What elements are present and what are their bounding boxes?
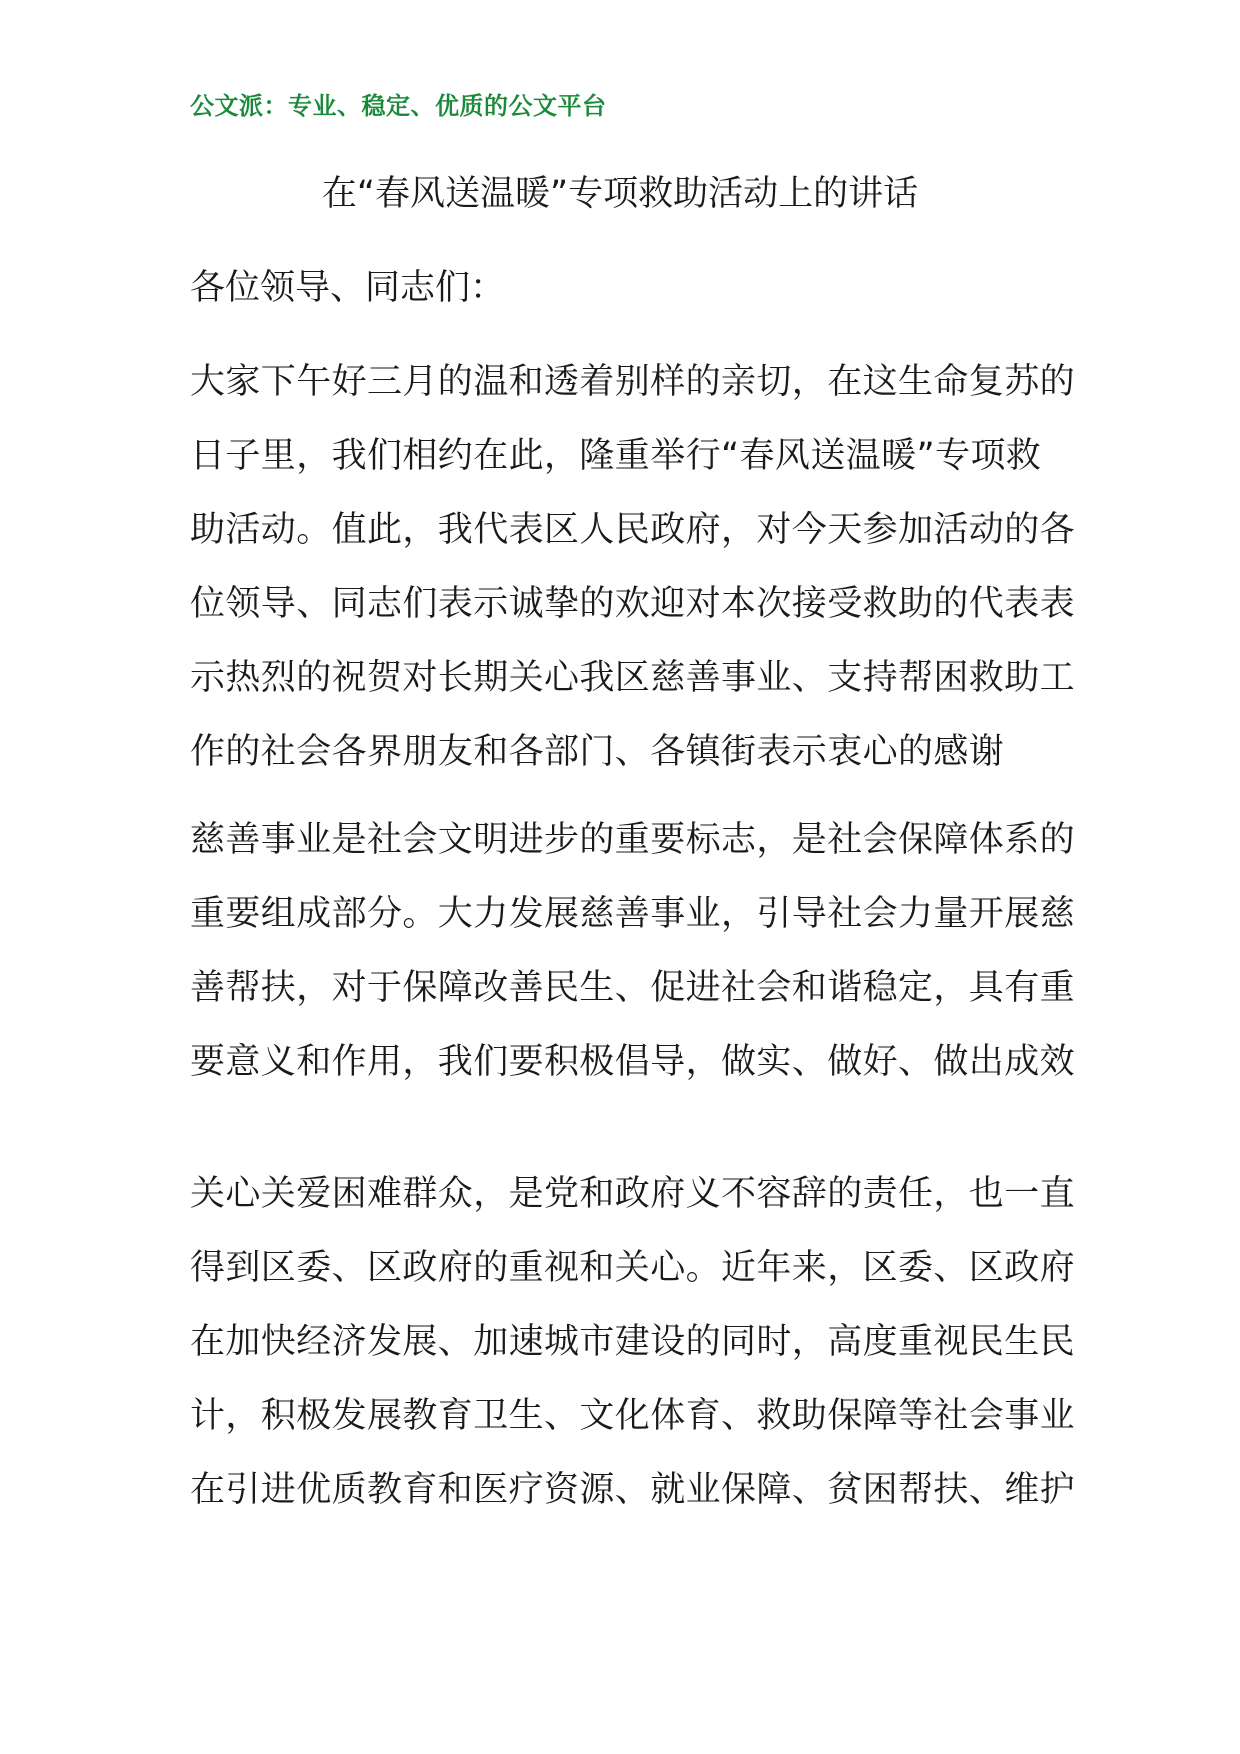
paragraph-1-line: 大家下午好三月的温和透着别样的亲切，在这生命复苏的 bbox=[190, 362, 1076, 402]
header-brand: 公文派：专业、稳定、优质的公文平台 bbox=[190, 92, 607, 120]
paragraph-1-line: 日子里，我们相约在此，隆重举行“春风送温暖”专项救 bbox=[190, 436, 1042, 476]
paragraph-3-line: 关心关爱困难群众，是党和政府义不容辞的责任，也一直 bbox=[190, 1174, 1076, 1214]
paragraph-2-line: 慈善事业是社会文明进步的重要标志，是社会保障体系的 bbox=[190, 820, 1076, 860]
paragraph-1-line: 作的社会各界朋友和各部门、各镇街表示衷心的感谢 bbox=[190, 732, 1005, 772]
salutation: 各位领导、同志们： bbox=[190, 268, 506, 308]
paragraph-1-line: 示热烈的祝贺对长期关心我区慈善事业、支持帮困救助工 bbox=[190, 658, 1076, 698]
paragraph-3-line: 计，积极发展教育卫生、文化体育、救助保障等社会事业 bbox=[190, 1396, 1076, 1436]
paragraph-2-line: 要意义和作用，我们要积极倡导，做实、做好、做出成效 bbox=[190, 1042, 1076, 1082]
paragraph-1-line: 位领导、同志们表示诚挚的欢迎对本次接受救助的代表表 bbox=[190, 584, 1076, 624]
paragraph-3-line: 在引进优质教育和医疗资源、就业保障、贫困帮扶、维护 bbox=[190, 1470, 1076, 1510]
paragraph-1-line: 助活动。值此，我代表区人民政府，对今天参加活动的各 bbox=[190, 510, 1076, 550]
paragraph-3-line: 在加快经济发展、加速城市建设的同时，高度重视民生民 bbox=[190, 1322, 1076, 1362]
document-title: 在“春风送温暖”专项救助活动上的讲话 bbox=[321, 174, 919, 214]
paragraph-2-line: 善帮扶，对于保障改善民生、促进社会和谐稳定，具有重 bbox=[190, 968, 1076, 1008]
paragraph-3-line: 得到区委、区政府的重视和关心。近年来，区委、区政府 bbox=[190, 1248, 1076, 1288]
paragraph-2-line: 重要组成部分。大力发展慈善事业，引导社会力量开展慈 bbox=[190, 894, 1076, 934]
